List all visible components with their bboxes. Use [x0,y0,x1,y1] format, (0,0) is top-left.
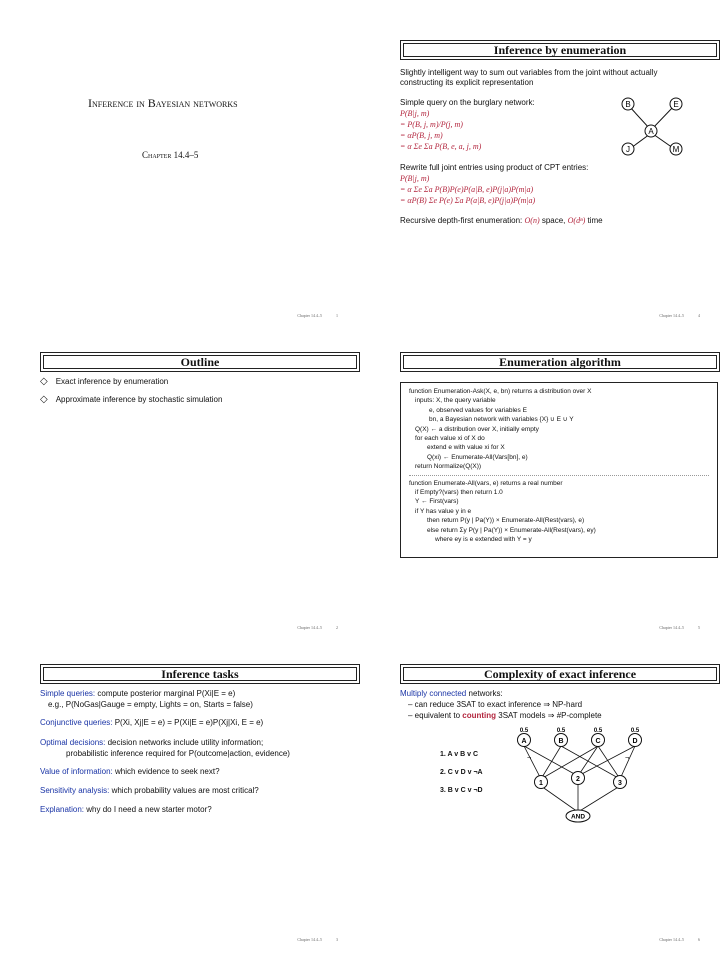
task-line: Value of information: which evidence to seek next? [40,767,220,776]
task-line: probabilistic inference required for P(outcome|action, evidence) [66,749,290,758]
burglary-network-diagram [618,96,688,158]
algo-line: if Empty?(vars) then return 1.0 [415,489,503,497]
svg-text:0.5: 0.5 [593,728,603,734]
query-line-1: P(B|j, m) [400,109,430,118]
rewrite-heading: Rewrite full joint entries using product of CPT entries: [400,163,589,172]
intro-line-1: Slightly intelligent way to sum out variables from the joint without actually [400,68,658,77]
3sat-network-diagram [508,724,648,824]
divider [409,475,709,476]
task-line: e.g., P(NoGas|Gauge = empty, Lights = on, Starts = false) [48,700,253,709]
query-line-4: = α Σe Σa P(B, e, a, j, m) [400,142,482,151]
svg-text:J: J [626,145,630,154]
algo-line: extend e with value xi for X [427,444,505,452]
slide-6 [400,664,720,954]
svg-text:E: E [673,100,679,109]
task-line: Simple queries: compute posterior marginal P(Xi|E = e) [40,689,236,698]
algo-line: Y ← First(vars) [415,498,459,506]
diamond-bullet-icon: ◇ [40,376,48,387]
algo-line: e, observed values for variables E [429,406,527,414]
svg-text:¬: ¬ [624,755,630,762]
algo-line: inputs: X, the query variable [415,397,496,405]
slide-footer: Chapter 14.4–5 3 [297,937,338,942]
svg-text:C: C [595,738,601,745]
svg-text:2: 2 [576,776,580,783]
intro-line-2: constructing its explicit representation [400,78,534,87]
task-line: Sensitivity analysis: which probability values are most critical? [40,786,259,795]
slide-5 [400,352,720,642]
task-line: Conjunctive queries: P(Xi, Xj|E = e) = P(Xi|E = e)P(Xj|Xi, E = e) [40,718,264,727]
svg-text:¬: ¬ [526,755,532,762]
slide-title: Inference tasks [40,664,360,684]
recursive-line: Recursive depth-first enumeration: O(n) space, O(dⁿ) time [400,216,603,225]
outline-item: ◇ Exact inference by enumeration [40,376,169,387]
algo-line: function Enumerate-All(vars, e) returns a real number [409,479,563,487]
clause-2: 2. C v D v ¬A [440,769,483,776]
svg-text:A: A [648,127,654,136]
complexity-bullet: – can reduce 3SAT to exact inference ⇒ NP-hard [408,700,583,709]
svg-text:0.5: 0.5 [630,728,640,734]
svg-text:0.5: 0.5 [519,728,529,734]
task-line: Explanation: why do I need a new starter motor? [40,805,212,814]
algorithm-box [400,382,718,558]
title-slide-subtitle: Chapter 14.4–5 [142,150,199,160]
slide-footer: Chapter 14.4–5 2 [297,625,338,630]
slide-2 [40,352,380,642]
slide-3 [40,664,380,954]
svg-text:D: D [632,738,638,745]
algo-line: bn, a Bayesian network with variables {X} ∪ E ∪ Y [429,416,574,424]
svg-text:1: 1 [539,780,543,787]
slide-footer: Chapter 14.4–5 5 [659,625,700,630]
slide-title: Inference by enumeration [400,40,720,60]
svg-text:AND: AND [570,813,586,821]
svg-text:B: B [625,100,631,109]
slide-footer: Chapter 14.4–5 4 [659,313,700,318]
slide-footer: Chapter 14.4–5 6 [659,937,700,942]
algo-line: if Y has value y in e [415,507,472,515]
query-line-2: = P(B, j, m)/P(j, m) [400,120,463,129]
clause-3: 3. B v C v ¬D [440,787,483,794]
algo-line: for each value xi of X do [415,435,485,443]
svg-text:3: 3 [618,780,622,787]
slide-4 [400,40,720,330]
algo-line: where ey is e extended with Y = y [435,536,532,544]
algo-line: function Enumeration-Ask(X, e, bn) returns a distribution over X [409,388,592,395]
title-slide-heading: Inference in Bayesian networks [88,96,238,110]
diamond-bullet-icon: ◇ [40,394,48,405]
complexity-bullet: – equivalent to counting 3SAT models ⇒ #P-complete [408,711,602,720]
slide-footer: Chapter 14.4–5 1 [297,313,338,318]
query-heading: Simple query on the burglary network: [400,98,535,107]
algo-line: then return P(y | Pa(Y)) × Enumerate-All(Rest(vars), e) [427,517,585,525]
algo-line: return Normalize(Q(X)) [415,463,482,471]
slide-title: Complexity of exact inference [400,664,720,684]
svg-text:M: M [672,145,680,154]
rewrite-line-1: P(B|j, m) [400,174,430,183]
complexity-heading: Multiply connected networks: [400,689,503,698]
algo-line: else return Σy P(y | Pa(Y)) × Enumerate-All(Rest(vars), ey) [427,526,596,534]
clause-1: 1. A v B v C [440,751,478,758]
svg-text:0.5: 0.5 [556,728,566,734]
outline-item: ◇ Approximate inference by stochastic simulation [40,394,223,405]
algo-line: Q(xi) ← Enumerate-All(Vars[bn], e) [427,453,528,461]
rewrite-line-2: = α Σe Σa P(B)P(e)P(a|B, e)P(j|a)P(m|a) [400,185,534,194]
slide-title: Enumeration algorithm [400,352,720,372]
algo-line: Q(X) ← a distribution over X, initially empty [415,425,539,433]
slide-1 [40,40,380,330]
svg-text:B: B [558,738,564,745]
slide-title: Outline [40,352,360,372]
rewrite-line-3: = αP(B) Σe P(e) Σa P(a|B, e)P(j|a)P(m|a) [400,196,536,205]
svg-text:A: A [521,738,527,745]
query-line-3: = αP(B, j, m) [400,131,443,140]
task-line: Optimal decisions: decision networks include utility information; [40,738,264,747]
